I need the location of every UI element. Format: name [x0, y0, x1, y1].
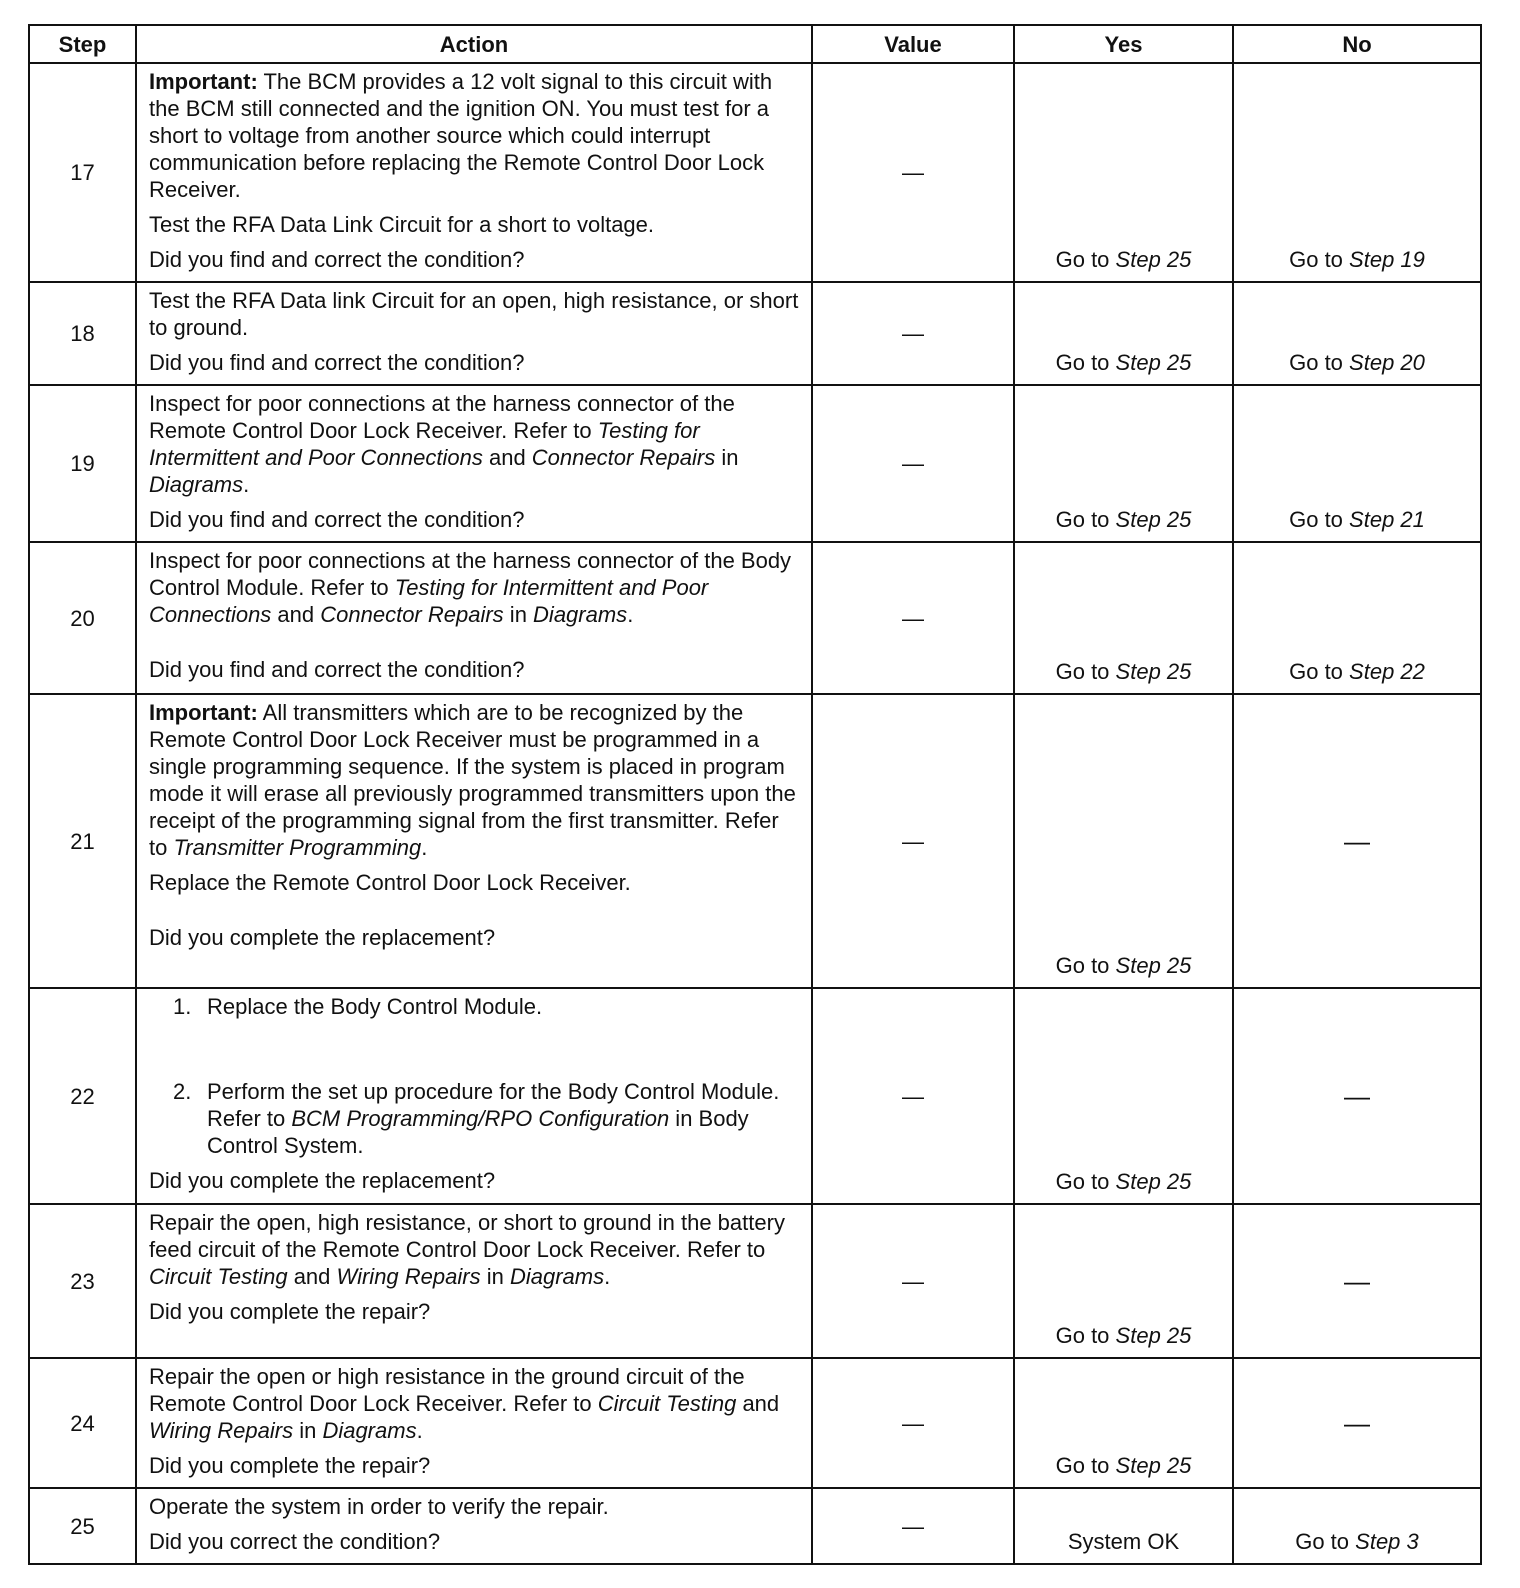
go-to-label: Go to — [1055, 1169, 1110, 1194]
header-value: Value — [812, 25, 1014, 63]
reference-link: Transmitter Programming — [173, 835, 422, 860]
action-cell — [136, 1358, 812, 1488]
action-text: Replace the Remote Control Door Lock Receiver. — [149, 870, 631, 895]
go-to-label: Go to — [1055, 1323, 1110, 1348]
no-step-ref: Step 22 — [1349, 659, 1425, 684]
action-text — [149, 390, 801, 498]
go-to-label: Go to — [1295, 1529, 1350, 1554]
value-cell: — — [812, 385, 1014, 542]
text-run: in — [480, 1264, 510, 1289]
action-question: Did you find and correct the condition? — [149, 350, 525, 375]
yes-step-ref: Step 25 — [1115, 1453, 1192, 1478]
text-run: and — [736, 1391, 780, 1416]
text-run: Inspect for poor connections at the harness connector of the Remote Control Door Lock Receiver. Refer to — [149, 391, 735, 443]
action-question: Did you find and correct the condition? — [149, 657, 525, 682]
list-item — [173, 993, 801, 1020]
value-cell: — — [812, 1358, 1014, 1488]
table-row-21 — [29, 694, 1481, 988]
go-to-label: Go to — [1055, 953, 1110, 978]
go-to-label: Go to — [1289, 247, 1343, 272]
important-label: Important: — [149, 69, 258, 94]
list-text: Replace the Body Control Module. — [207, 994, 543, 1019]
step-number: 20 — [29, 542, 136, 694]
text-run: in — [503, 602, 534, 627]
action-question: Did you find and correct the condition? — [149, 247, 525, 272]
go-to-label: Go to — [1055, 1453, 1110, 1478]
table-row-24 — [29, 1358, 1481, 1488]
no-cell: — — [1233, 988, 1481, 1204]
reference-link: Diagrams — [533, 602, 628, 627]
action-text — [149, 1363, 801, 1444]
go-to-label: Go to — [1055, 659, 1110, 684]
table-row-22 — [29, 988, 1481, 1204]
header-step: Step — [29, 25, 136, 63]
value-cell: — — [812, 988, 1014, 1204]
important-note — [149, 699, 801, 861]
text-run: and — [287, 1264, 337, 1289]
action-cell — [136, 694, 812, 988]
value-cell: — — [812, 63, 1014, 282]
yes-cell — [1014, 1358, 1233, 1488]
reference-link: Connector Repairs — [320, 602, 504, 627]
text-run: and — [271, 602, 321, 627]
yes-step-ref: Step 25 — [1115, 953, 1192, 978]
yes-cell — [1014, 694, 1233, 988]
action-question: Did you complete the replacement? — [149, 1168, 496, 1193]
text-run: Repair the open, high resistance, or short to ground in the battery feed circuit of the Remote Control Door Lock Receiver. Refer to — [149, 1210, 785, 1262]
action-text: Operate the system in order to verify the repair. — [149, 1494, 609, 1519]
action-cell — [136, 542, 812, 694]
no-cell — [1233, 1488, 1481, 1564]
reference-link: Wiring Repairs — [149, 1418, 294, 1443]
action-question: Did you complete the repair? — [149, 1299, 431, 1324]
text-run: . — [604, 1264, 611, 1289]
yes-step-ref: Step 25 — [1115, 507, 1192, 532]
important-note — [149, 68, 801, 203]
header-action: Action — [136, 25, 812, 63]
step-number: 24 — [29, 1358, 136, 1488]
action-text: Test the RFA Data link Circuit for an open, high resistance, or short to ground. — [149, 288, 799, 340]
action-text: Test the RFA Data Link Circuit for a short to voltage. — [149, 212, 655, 237]
no-cell: — — [1233, 1204, 1481, 1358]
action-cell — [136, 988, 812, 1204]
yes-cell — [1014, 282, 1233, 385]
text-run: . — [627, 602, 634, 627]
table-row-20 — [29, 542, 1481, 694]
list-item — [173, 1078, 801, 1159]
yes-cell — [1014, 63, 1233, 282]
action-question: Did you correct the condition? — [149, 1529, 441, 1554]
yes-cell: System OK — [1014, 1488, 1233, 1564]
action-question: Did you find and correct the condition? — [149, 507, 525, 532]
reference-link: Diagrams — [322, 1418, 417, 1443]
text-run: Repair the open or high resistance in the ground circuit of the Remote Control Door Lock Receiver. Refer to — [149, 1364, 745, 1416]
text-run: Perform the set up procedure for the Body Control Module. Refer to — [207, 1079, 780, 1131]
header-no: No — [1233, 25, 1481, 63]
yes-cell — [1014, 1204, 1233, 1358]
header-row — [29, 25, 1481, 63]
action-question: Did you complete the replacement? — [149, 925, 496, 950]
no-cell — [1233, 63, 1481, 282]
value-cell: — — [812, 542, 1014, 694]
reference-link: Testing for Intermittent and Poor Connections — [149, 575, 709, 627]
value-cell: — — [812, 694, 1014, 988]
no-cell: — — [1233, 1358, 1481, 1488]
important-text: The BCM provides a 12 volt signal to this circuit with the BCM still connected and the ignition ON. You must test for a short to voltage from another source which could interrupt communication before replacing the Remote Control Door Lock Receiver. — [149, 69, 773, 202]
step-number: 18 — [29, 282, 136, 385]
reference-link: Circuit Testing — [149, 1264, 288, 1289]
text-run: All transmitters which are to be recognized by the Remote Control Door Lock Receiver must be programmed in a single programming sequence. If the system is placed in program mode it will erase all previously programmed transmitters upon the receipt of the programming signal from the first transmitter. Refer to — [149, 700, 796, 860]
step-number: 25 — [29, 1488, 136, 1564]
go-to-label: Go to — [1289, 507, 1343, 532]
step-number: 17 — [29, 63, 136, 282]
action-text — [149, 547, 801, 628]
no-step-ref: Step 3 — [1355, 1529, 1419, 1554]
reference-link: Wiring Repairs — [336, 1264, 481, 1289]
text-run: in Body Control System. — [207, 1106, 749, 1158]
action-question: Did you complete the repair? — [149, 1453, 431, 1478]
no-step-ref: Step 21 — [1349, 507, 1425, 532]
text-run: Inspect for poor connections at the harness connector of the Body Control Module. Refer to — [149, 548, 792, 600]
important-label: Important: — [149, 700, 258, 725]
value-cell: — — [812, 282, 1014, 385]
action-cell — [136, 282, 812, 385]
header-yes: Yes — [1014, 25, 1233, 63]
table-row-19 — [29, 385, 1481, 542]
action-cell — [136, 1488, 812, 1564]
yes-cell — [1014, 988, 1233, 1204]
text-run: in — [715, 445, 739, 470]
numbered-list — [173, 993, 801, 1159]
go-to-label: Go to — [1289, 350, 1343, 375]
text-run: . — [416, 1418, 423, 1443]
action-cell — [136, 63, 812, 282]
value-cell: — — [812, 1204, 1014, 1358]
step-number: 21 — [29, 694, 136, 988]
step-number: 23 — [29, 1204, 136, 1358]
text-run: and — [482, 445, 532, 470]
step-number: 19 — [29, 385, 136, 542]
no-step-ref: Step 19 — [1349, 247, 1425, 272]
reference-link: Testing for Intermittent and Poor Connections — [149, 418, 700, 470]
diagnostic-table — [28, 24, 1482, 1565]
text-run: . — [421, 835, 428, 860]
action-cell — [136, 1204, 812, 1358]
no-cell: — — [1233, 694, 1481, 988]
list-number: 2. — [173, 1079, 192, 1104]
table-row-23 — [29, 1204, 1481, 1358]
yes-cell — [1014, 385, 1233, 542]
table-row-17 — [29, 63, 1481, 282]
reference-link: Connector Repairs — [531, 445, 716, 470]
yes-step-ref: Step 25 — [1115, 1323, 1192, 1348]
yes-step-ref: Step 25 — [1115, 350, 1192, 375]
reference-link: Diagrams — [149, 472, 244, 497]
go-to-label: Go to — [1055, 247, 1110, 272]
reference-link: Circuit Testing — [597, 1391, 737, 1416]
text-run: . — [243, 472, 250, 497]
go-to-label: Go to — [1055, 507, 1110, 532]
no-cell — [1233, 282, 1481, 385]
yes-cell — [1014, 542, 1233, 694]
table-row-18 — [29, 282, 1481, 385]
action-cell — [136, 385, 812, 542]
no-cell — [1233, 385, 1481, 542]
value-cell: — — [812, 1488, 1014, 1564]
yes-step-ref: Step 25 — [1115, 247, 1192, 272]
no-step-ref: Step 20 — [1349, 350, 1425, 375]
yes-step-ref: Step 25 — [1115, 659, 1192, 684]
step-number: 22 — [29, 988, 136, 1204]
reference-link: Diagrams — [509, 1264, 605, 1289]
yes-step-ref: Step 25 — [1115, 1169, 1192, 1194]
table-row-25 — [29, 1488, 1481, 1564]
go-to-label: Go to — [1055, 350, 1110, 375]
go-to-label: Go to — [1289, 659, 1343, 684]
no-cell — [1233, 542, 1481, 694]
action-text — [149, 1209, 801, 1290]
text-run: in — [293, 1418, 323, 1443]
list-number: 1. — [173, 994, 192, 1019]
reference-link: BCM Programming/RPO Configuration — [291, 1106, 670, 1131]
